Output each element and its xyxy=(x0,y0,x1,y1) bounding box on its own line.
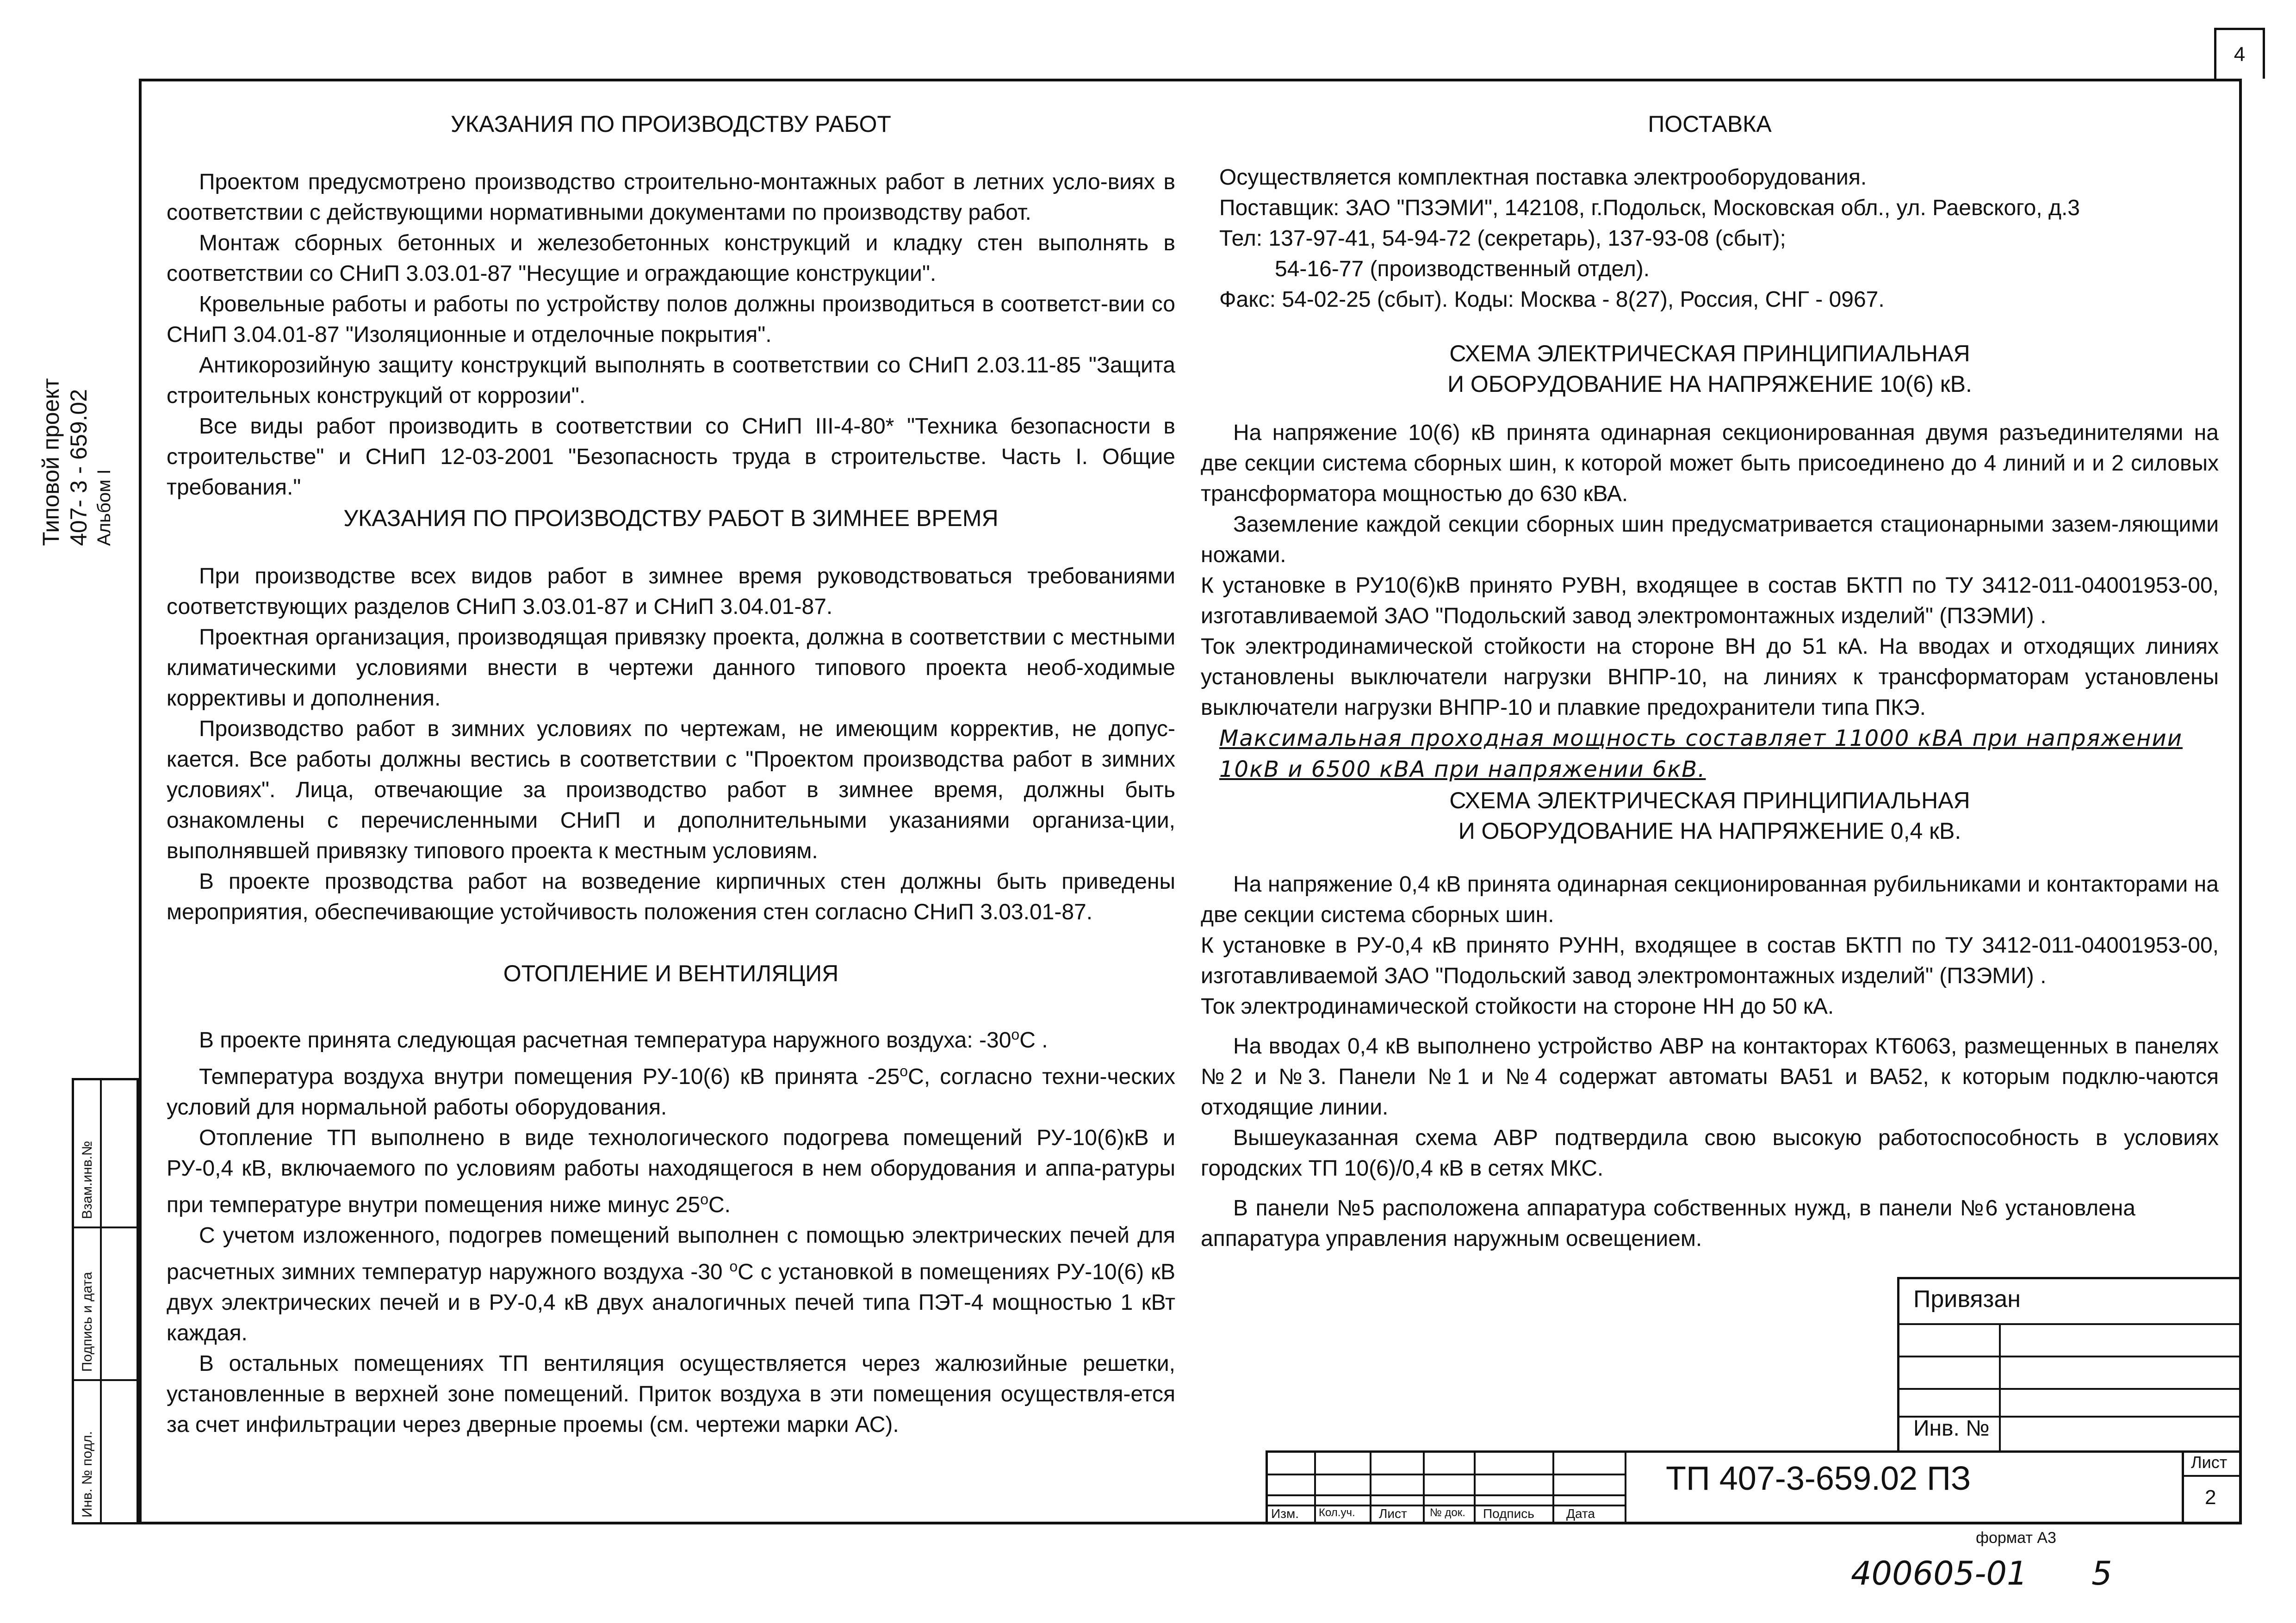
paragraph: Монтаж сборных бетонных и железобетонных конструкций и кладку стен выполнять в соответствии со СНиП 3.03.01-87 "Несущие и ограждающие конструкции". xyxy=(167,231,1175,286)
paragraph: Кровельные работы и работы по устройству полов должны производиться в соответст-вии со СНиП 3.04.01-87 "Изоляционные и отделочные покрытия". xyxy=(167,292,1175,347)
paragraph xyxy=(167,1019,1175,1056)
handwritten-number-2: 5 xyxy=(2091,1555,2112,1592)
heading-scheme-04kv-1: СХЕМА ЭЛЕКТРИЧЕСКАЯ ПРИНЦИПИАЛЬНАЯ xyxy=(1449,787,1970,813)
side-stamp xyxy=(72,1078,139,1524)
document-code: ТП 407-3-659.02 ПЗ xyxy=(1666,1460,1971,1497)
paragraph: Антикорозийную защиту конструкций выполнять в соответствии со СНиП 2.03.11-85 "Защита строительных конструкций от коррозии". xyxy=(167,353,1175,408)
heading-scheme-10kv-2: И ОБОРУДОВАНИЕ НА НАПРЯЖЕНИЕ 10(6) кВ. xyxy=(1447,371,1972,397)
grid-line xyxy=(1266,1494,1626,1496)
heading-heating: ОТОПЛЕНИЕ И ВЕНТИЛЯЦИЯ xyxy=(503,960,839,986)
paragraph: К установке в РУ-0,4 кВ принято РУНН, входящее в состав БКТП по ТУ 3412-011-04001953-00, изготавливаемой ЗАО "Подольский завод электромонтажных изделий" (ПЗЭМИ) . xyxy=(1201,933,2219,988)
margin-line3: Альбом I xyxy=(94,469,114,546)
text-run: С . xyxy=(1019,1028,1048,1053)
paragraph: На вводах 0,4 кВ выполнено устройство АВР на контакторах КТ6063, размещенных в панелях №2 и №3. Панели №1 и №4 содержат автоматы ВА51 и ВА52, к которым подклю-чаются отходящие линии. xyxy=(1201,1034,2219,1120)
paragraph: В проекте прозводства работ на возведение кирпичных стен должны быть приведены мероприятия, обеспечивающие устойчивость положения стен согласно СНиП 3.03.01-87. xyxy=(167,869,1175,924)
paragraph: Вышеуказанная схема АВР подтвердила свою высокую работоспособность в условиях городских ТП 10(6)/0,4 кВ в сетях МКС. xyxy=(1201,1126,2219,1181)
stamp-line xyxy=(1897,1388,2242,1390)
handwritten-text: 10кВ и 6500 кВА при напряжении 6кВ. xyxy=(1219,756,1706,782)
paragraph: В панели №5 расположена аппаратура собственных нужд, в панели №6 установлена аппаратура управления наружным освещением. xyxy=(1201,1196,2135,1251)
text-run: Температура воздуха внутри помещения РУ-10(6) кВ принята -25 xyxy=(199,1065,900,1089)
supply-line: Осуществляется комплектная поставка электрооборудования. xyxy=(1219,165,1867,190)
text-run: С с установкой в помещениях РУ-10(6) кВ двух электрических печей и в РУ-0,4 кВ двух аналогичных печей типа ПЭТ-4 мощностью 1 кВт каждая. xyxy=(167,1260,1175,1345)
paragraph: Заземление каждой секции сборных шин предусматривается стационарными зазем-ляющими ножами. xyxy=(1201,512,2219,567)
handwritten-text: Максимальная проходная мощность составляет 11000 кВА при напряжении xyxy=(1219,725,2183,751)
paragraph: При производстве всех видов работ в зимнее время руководствоваться требованиями соответствующих разделов СНиП 3.03.01-87 и СНиП 3.04.01-87. xyxy=(167,564,1175,619)
stamp-line xyxy=(1897,1323,2242,1325)
heading-scheme-04kv-2: И ОБОРУДОВАНИЕ НА НАПРЯЖЕНИЕ 0,4 кВ. xyxy=(1458,818,1961,844)
paragraph: В остальных помещениях ТП вентиляция осуществляется через жалюзийные решетки, установленные в верхней зоне помещений. Приток воздуха в эти помещения осуществля-ется за счет инфильтрации через дверные проемы (см. чертежи марки АС). xyxy=(167,1351,1175,1437)
binding-label: Привязан xyxy=(1913,1286,2021,1313)
side-stamp-podpis: Подпись и дата xyxy=(80,1272,95,1372)
paragraph: Проектная организация, производящая привязку проекта, должна в соответствии с местными климатическими условиями внести в чертежи данного типового проекта необ-ходимые коррективы и дополнения. xyxy=(167,625,1175,711)
col-signature: Подпись xyxy=(1483,1506,1534,1521)
supply-line: 54-16-77 (производственный отдел). xyxy=(1275,257,1650,281)
heading-supply: ПОСТАВКА xyxy=(1648,111,1772,137)
paragraph: К установке в РУ10(6)кВ принято РУВН, входящее в состав БКТП по ТУ 3412-011-04001953-00, изготавливаемой ЗАО "Подольский завод электромонтажных изделий" (ПЗЭМИ) . xyxy=(1201,573,2219,628)
handwritten-note-1 xyxy=(1201,723,2219,754)
paragraph: На напряжение 0,4 кВ принята одинарная секционированная рубильниками и контакторами на две секции система сборных шин. xyxy=(1201,872,2219,927)
text-run: С, согласно техни-ческих условий для нормальной работы оборудования. xyxy=(167,1065,1176,1120)
degree-sign: o xyxy=(1011,1026,1020,1043)
paragraph: Все виды работ производить в соответствии со СНиП III-4-80* "Техника безопасности в строительстве" и СНиП 12-03-2001 "Безопасность труда в строительстве. Часть I. Общие требования." xyxy=(167,414,1175,500)
sheet-label: Лист xyxy=(2191,1453,2228,1472)
paragraph: На напряжение 10(6) кВ принята одинарная секционированная двумя разъединителями на две секции система сборных шин, к которой может быть присоединено до 4 линий и и 2 силовых трансформатора мощностью до 630 кВА. xyxy=(1201,421,2219,506)
handwritten-note-2 xyxy=(1201,754,2219,785)
text-run: С учетом изложенного, подогрев помещений выполнен с помощью электрических печей для расчетных зимних температур наружного воздуха -30 xyxy=(167,1223,1175,1284)
inventory-label: Инв. № xyxy=(1913,1416,1990,1441)
paragraph: Производство работ в зимних условиях по чертежам, не имеющим корректив, не допус-кается. Все работы должны вестись в соответствии с "Проектом производства работ в зимних условиях". Лица, отвечающие за производство работ в зимнее время, должны быть ознакомлены с перечисленными СНиП и дополнительными указаниями организа-ции, выполнявшей привязку типового проекта к местным условиям. xyxy=(167,717,1175,863)
handwritten-number: 400605-01 xyxy=(1851,1555,2028,1592)
degree-sign: o xyxy=(729,1258,738,1275)
page-number: 4 xyxy=(2214,28,2265,79)
paragraph xyxy=(167,1220,1175,1349)
grid-line xyxy=(1266,1474,1626,1475)
col-date: Дата xyxy=(1566,1506,1595,1521)
right-column xyxy=(1201,109,2219,1254)
col-list: Лист xyxy=(1379,1506,1407,1521)
margin-title-text xyxy=(37,378,116,546)
degree-sign: o xyxy=(700,1191,708,1208)
margin-line1: Типовой проект xyxy=(38,378,64,546)
degree-sign: o xyxy=(900,1063,908,1079)
left-column xyxy=(167,109,1175,1440)
paragraph: Ток электродинамической стойкости на стороне НН до 50 кА. xyxy=(1201,994,1834,1019)
format-label: формат А3 xyxy=(1976,1529,2056,1547)
paragraph: Проектом предусмотрено производство строительно-монтажных работ в летних усло-виях в соответствии с действующими нормативными документами по производству работ. xyxy=(167,170,1175,225)
supply-line: Поставщик: ЗАО "ПЗЭМИ", 142108, г.Подольск, Московская обл., ул. Раевского, д.3 xyxy=(1219,196,2080,220)
paragraph xyxy=(167,1056,1175,1123)
paragraph xyxy=(167,1123,1175,1220)
revision-labels xyxy=(1266,1505,1626,1524)
text-run: Отопление ТП выполнено в виде технологического подогрева помещений РУ-10(6)кВ и РУ-0,4 кВ, включаемого по условиям работы находящегося в нем оборудования и аппа-ратуры при температуре внутри помещения ниже минус 25 xyxy=(167,1126,1175,1217)
col-kol: Кол.уч. xyxy=(1319,1506,1355,1519)
margin-line2: 407- 3 - 659.02 xyxy=(66,389,92,546)
col-izm: Изм. xyxy=(1271,1506,1299,1521)
heading-scheme-10kv-1: СХЕМА ЭЛЕКТРИЧЕСКАЯ ПРИНЦИПИАЛЬНАЯ xyxy=(1449,341,1970,366)
grid-line xyxy=(2182,1475,2242,1477)
text-run: В проекте принята следующая расчетная температура наружного воздуха: -30 xyxy=(199,1028,1011,1053)
side-stamp-vzam: Взам.инв.№ xyxy=(80,1140,95,1219)
sheet-number: 2 xyxy=(2205,1486,2216,1509)
stamp-line xyxy=(1897,1356,2242,1357)
heading-winter: УКАЗАНИЯ ПО ПРОИЗВОДСТВУ РАБОТ В ЗИМНЕЕ ВРЕМЯ xyxy=(343,505,999,531)
col-doc: № док. xyxy=(1430,1506,1465,1519)
supply-line: Факс: 54-02-25 (сбыт). Коды: Москва - 8(27), Россия, СНГ - 0967. xyxy=(1219,287,1885,312)
stamp-line xyxy=(1999,1323,2001,1450)
paragraph: Ток электродинамической стойкости на стороне ВН до 51 кА. На вводах и отходящих линиях установлены выключатели нагрузки ВНПР-10, на линиях к трансформаторам установлены выключатели нагрузки ВНПР-10 и плавкие предохранители типа ПКЭ. xyxy=(1201,634,2219,720)
supply-line: Тел: 137-97-41, 54-94-72 (секретарь), 137-93-08 (сбыт); xyxy=(1219,226,1786,251)
text-run: С. xyxy=(708,1193,731,1217)
side-stamp-inv: Инв. № подл. xyxy=(80,1431,95,1518)
heading-works: УКАЗАНИЯ ПО ПРОИЗВОДСТВУ РАБОТ xyxy=(451,111,891,137)
